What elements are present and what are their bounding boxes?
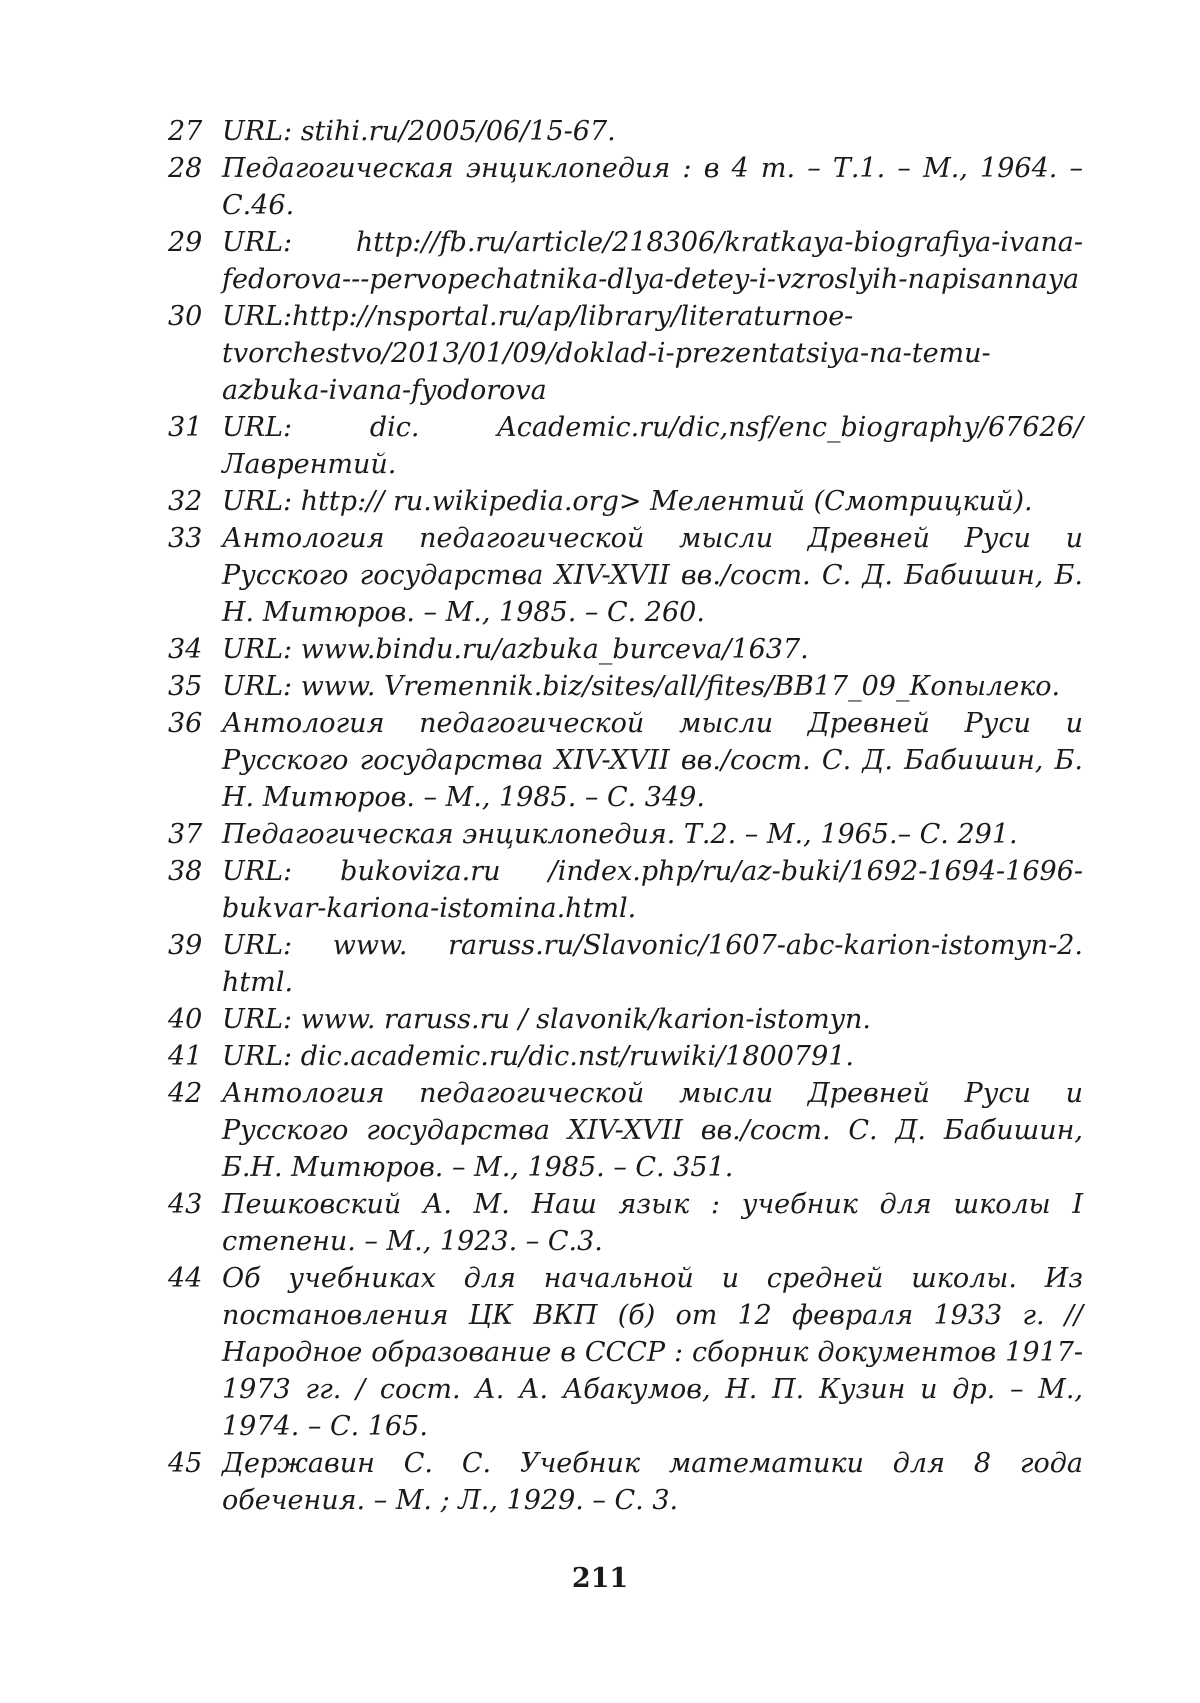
- endnote-27: [168, 113, 1083, 150]
- endnote-text: URL: http:// ru.wikipedia.org> Мелентий (Смотрицкий).: [222, 486, 1033, 517]
- endnote-40: [168, 1001, 1083, 1038]
- endnote-text: Педагогическая энциклопедия. Т.2. – М., 1965.– С. 291.: [222, 819, 1018, 850]
- endnote-38: [168, 853, 1083, 927]
- endnote-36: [168, 705, 1083, 816]
- endnote-44: [168, 1260, 1083, 1445]
- endnote-number: 31: [168, 412, 203, 443]
- endnote-text: URL: dic.academic.ru/dic.nst/ruwiki/1800791.: [222, 1041, 855, 1072]
- endnote-32: [168, 483, 1083, 520]
- endnote-41: [168, 1038, 1083, 1075]
- endnote-number: 30: [168, 301, 203, 332]
- endnote-text: URL: www. raruss.ru / slavonik/karion-istomyn.: [222, 1004, 871, 1035]
- endnote-30: [168, 298, 1083, 409]
- endnote-text: URL: www.bindu.ru/azbuka_burceva/1637.: [222, 634, 809, 665]
- endnote-text: URL: www. Vremennik.biz/sites/all/fites/BB17_09_Копылеко.: [222, 671, 1061, 702]
- endnote-text: Державин С. С. Учебник математики для 8 года обечения. – М. ; Л., 1929. – С. 3.: [222, 1448, 1083, 1516]
- endnote-number: 28: [168, 153, 203, 184]
- endnote-45: [168, 1445, 1083, 1519]
- endnote-number: 44: [168, 1263, 203, 1294]
- endnote-number: 45: [168, 1448, 203, 1479]
- endnote-number: 38: [168, 856, 203, 887]
- endnote-number: 37: [168, 819, 203, 850]
- endnote-37: [168, 816, 1083, 853]
- endnote-28: [168, 150, 1083, 224]
- endnote-text: Об учебниках для начальной и средней школы. Из постановления ЦК ВКП (б) от 12 февраля 1933 г. // Народное образование в СССР : сборник документов 1917-1973 гг. / сост. А. А. Абакумов, Н. П. Кузин и др. – М., 1974. – С. 165.: [222, 1263, 1083, 1442]
- endnotes-list: [168, 113, 1083, 1519]
- endnote-number: 35: [168, 671, 203, 702]
- endnote-number: 29: [168, 227, 203, 258]
- endnote-number: 40: [168, 1004, 203, 1035]
- endnote-text: URL: www. raruss.ru/Slavonic/1607-abc-karion-istomyn-2. html.: [222, 930, 1083, 998]
- endnote-43: [168, 1186, 1083, 1260]
- endnote-number: 34: [168, 634, 203, 665]
- endnote-text: URL: stihi.ru/2005/06/15-67.: [222, 116, 616, 147]
- endnote-number: 41: [168, 1041, 203, 1072]
- endnote-text: URL: http://fb.ru/article/218306/kratkaya-biografiya-ivana-fedorova---pervopechatnika-dlya-detey-i-vzroslyih-napisannaya: [222, 227, 1083, 295]
- endnote-34: [168, 631, 1083, 668]
- endnote-29: [168, 224, 1083, 298]
- endnote-42: [168, 1075, 1083, 1186]
- endnote-number: 43: [168, 1189, 203, 1220]
- endnote-number: 32: [168, 486, 203, 517]
- endnote-text: URL: dic. Academic.ru/dic,nsf/enc_biography/67626/ Лаврентий.: [222, 412, 1083, 480]
- endnote-number: 36: [168, 708, 203, 739]
- endnote-31: [168, 409, 1083, 483]
- endnote-text: Пешковский А. М. Наш язык : учебник для школы I степени. – М., 1923. – С.3.: [222, 1189, 1083, 1257]
- endnote-number: 33: [168, 523, 203, 554]
- endnote-text: Антология педагогической мысли Древней Руси и Русского государства XIV-XVII вв./сост. С. Д. Бабишин, Б.Н. Митюров. – М., 1985. – С. 351.: [222, 1078, 1083, 1183]
- endnote-number: 39: [168, 930, 203, 961]
- endnote-35: [168, 668, 1083, 705]
- page-number: 211: [571, 1563, 629, 1594]
- endnote-number: 27: [168, 116, 203, 147]
- endnote-39: [168, 927, 1083, 1001]
- endnote-text: Антология педагогической мысли Древней Руси и Русского государства XIV-XVII вв./сост. С. Д. Бабишин, Б. Н. Митюров. – М., 1985. – С. 260.: [222, 523, 1083, 628]
- endnote-text: Педагогическая энциклопедия : в 4 т. – Т.1. – М., 1964. – С.46.: [222, 153, 1083, 221]
- endnote-number: 42: [168, 1078, 203, 1109]
- endnote-text: Антология педагогической мысли Древней Руси и Русского государства XIV-XVII вв./сост. С. Д. Бабишин, Б. Н. Митюров. – М., 1985. – С. 349.: [222, 708, 1083, 813]
- endnote-33: [168, 520, 1083, 631]
- endnote-text: URL:http://nsportal.ru/ap/library/literaturnoe-tvorchestvo/2013/01/09/doklad-i-prezentatsiya-na-temu-azbuka-ivana-fyodorova: [222, 301, 991, 406]
- endnote-text: URL: bukoviza.ru /index.php/ru/az-buki/1692-1694-1696-bukvar-kariona-istomina.html.: [222, 856, 1083, 924]
